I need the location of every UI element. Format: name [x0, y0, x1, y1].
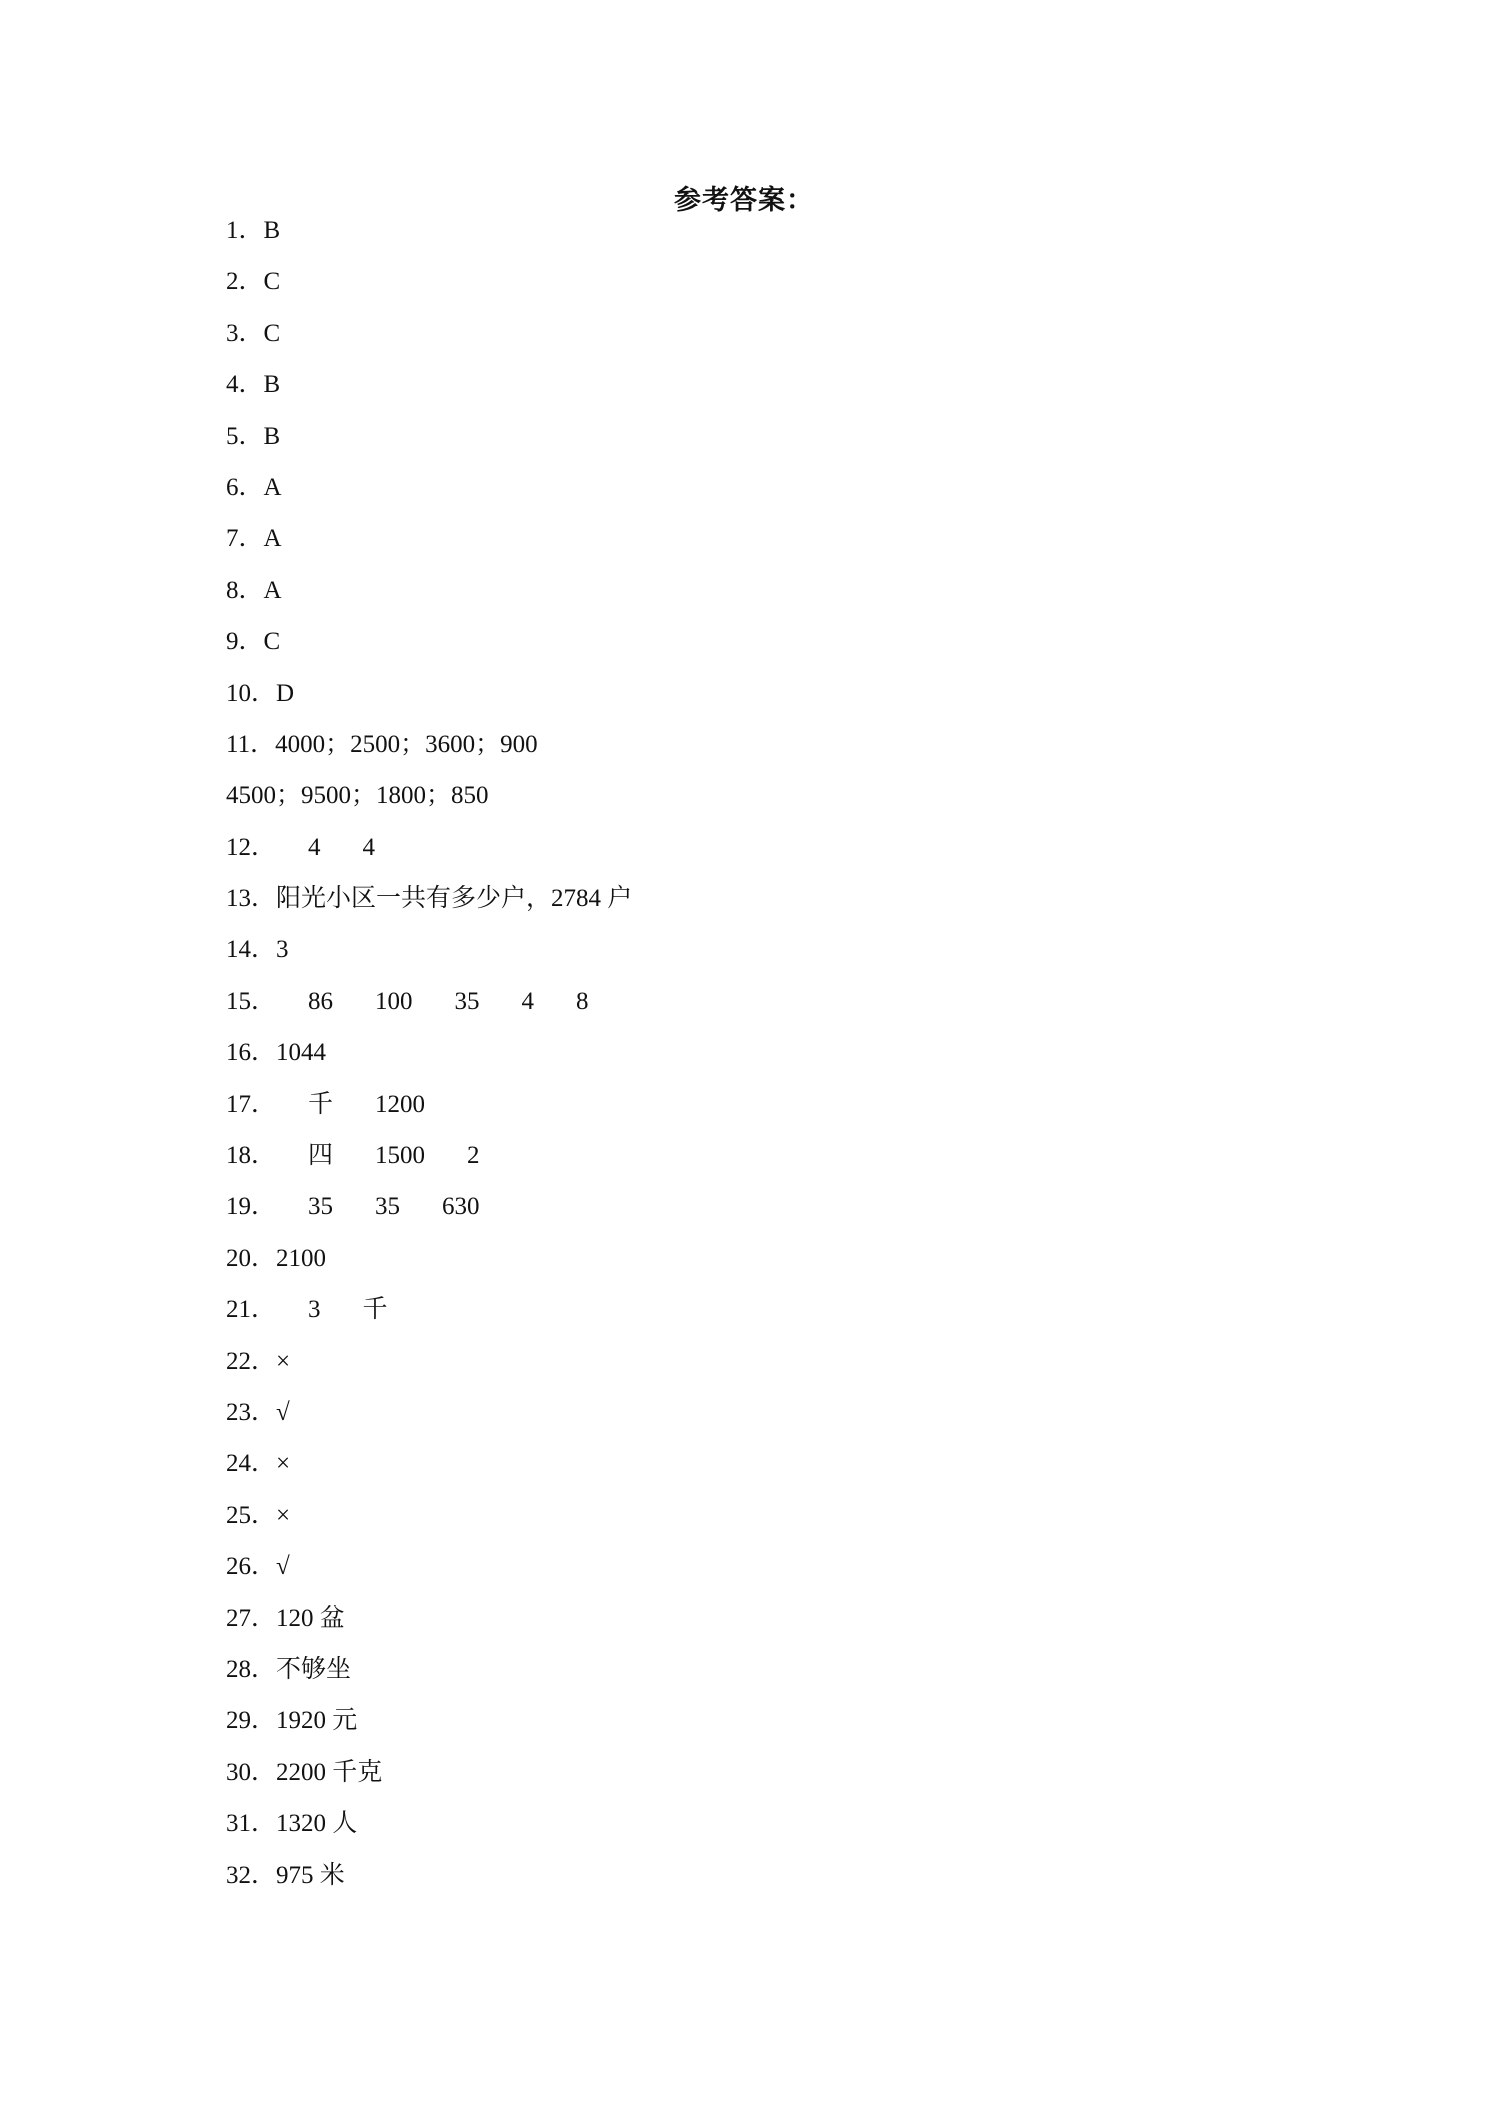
answer-row [226, 732, 1326, 783]
answer-value: 630 [442, 1193, 480, 1221]
answer-row [226, 218, 1326, 269]
answer-value: 35 [375, 1193, 401, 1221]
answer-row [226, 1400, 1326, 1451]
answer-value: C [263, 628, 281, 656]
answer-row [226, 1760, 1326, 1811]
answer-number: 1． [226, 217, 264, 244]
answer-value: 1044 [276, 1039, 327, 1067]
answer-value: 1500 [375, 1142, 426, 1170]
answer-number: 14． [226, 936, 277, 964]
answer-row [226, 1297, 1326, 1348]
answer-row [226, 1246, 1326, 1297]
answer-value: 千 [308, 1090, 334, 1118]
answer-value: √ [276, 1553, 290, 1581]
answer-row [226, 1657, 1326, 1708]
answer-row [226, 1194, 1326, 1245]
answer-number: 19． [226, 1193, 277, 1221]
answer-number: 21． [226, 1296, 277, 1324]
answer-number: 29． [226, 1707, 277, 1735]
answer-row [226, 1451, 1326, 1502]
answer-row [226, 321, 1326, 372]
answer-number: 23． [226, 1398, 277, 1426]
answer-row [226, 989, 1326, 1040]
answer-number: 30． [226, 1758, 277, 1786]
answer-number: 32． [226, 1861, 277, 1889]
answer-number: 10． [226, 679, 277, 707]
answer-row [226, 1863, 1326, 1914]
answer-value: 86 [308, 987, 334, 1015]
answer-row [226, 578, 1326, 629]
answer-number: 12． [226, 833, 277, 861]
answer-row [226, 1143, 1326, 1194]
answer-number: 13． [226, 885, 277, 913]
answer-row [226, 1092, 1326, 1143]
answer-value: × [276, 1347, 291, 1375]
answer-row [226, 783, 1326, 834]
answer-value: 3 [308, 1296, 321, 1324]
answer-number: 17． [226, 1090, 277, 1118]
answer-value: 4 [521, 987, 535, 1015]
answer-number: 28． [226, 1655, 277, 1683]
answer-value: C [263, 319, 281, 347]
answer-number: 18． [226, 1142, 277, 1170]
answer-value: D [276, 679, 295, 707]
answer-number: 27． [226, 1604, 277, 1632]
answer-number: 2． [226, 268, 264, 296]
answer-value: 4000；2500；3600；900 [275, 730, 538, 758]
answer-value: 1920 元 [276, 1707, 358, 1735]
answer-row [226, 1040, 1326, 1091]
answer-row [226, 475, 1326, 526]
answer-row [226, 629, 1326, 680]
answer-row [226, 1811, 1326, 1862]
answer-number: 11． [226, 730, 276, 758]
answer-number: 8． [226, 576, 264, 604]
answer-list [226, 218, 1326, 1914]
answer-row [226, 372, 1326, 423]
answer-value: 2 [467, 1142, 480, 1170]
answer-row [226, 1554, 1326, 1605]
answer-row [226, 937, 1326, 988]
answer-row [226, 886, 1326, 937]
answer-row [226, 1503, 1326, 1554]
answer-value: 4500；9500；1800；850 [226, 782, 489, 810]
answer-value: 1320 人 [276, 1810, 358, 1838]
answer-number: 7． [226, 525, 264, 553]
answer-row [226, 1708, 1326, 1759]
answer-value: × [276, 1450, 291, 1478]
answer-value: √ [276, 1398, 290, 1426]
answer-value: 不够坐 [276, 1655, 352, 1683]
answer-row [226, 424, 1326, 475]
page-title: 参考答案： [674, 185, 814, 215]
answer-number: 4． [226, 371, 264, 399]
answer-row [226, 1606, 1326, 1657]
answer-number: 9． [226, 628, 264, 656]
answer-number: 22． [226, 1347, 277, 1375]
answer-value: 975 米 [276, 1861, 345, 1889]
answer-row [226, 835, 1326, 886]
answer-value: B [263, 371, 281, 399]
answer-value: 千 [362, 1296, 388, 1324]
answer-value: 4 [362, 833, 376, 861]
answer-number: 3． [226, 319, 264, 347]
answer-value: 100 [375, 987, 413, 1015]
answer-value: 四 [308, 1142, 334, 1170]
answer-value: 1200 [375, 1090, 426, 1118]
answer-value: A [263, 473, 282, 501]
answer-number: 20． [226, 1244, 277, 1272]
answer-value: C [263, 268, 281, 296]
answer-value: 2100 [276, 1244, 327, 1272]
answer-number: 5． [226, 422, 264, 450]
answer-value: A [263, 576, 282, 604]
answer-row [226, 681, 1326, 732]
answer-number: 25． [226, 1501, 277, 1529]
answer-value: 阳光小区一共有多少户，2784 户 [276, 885, 633, 913]
answer-value: 4 [308, 833, 321, 861]
answer-number: 26． [226, 1553, 277, 1581]
answer-value: A [263, 525, 282, 553]
answer-number: 24． [226, 1450, 277, 1478]
answer-value: 8 [576, 987, 589, 1015]
answer-row [226, 269, 1326, 320]
answer-value: 35 [454, 987, 480, 1015]
answer-value: 3 [276, 936, 289, 964]
answer-value: B [263, 422, 281, 450]
answer-value: × [276, 1501, 291, 1529]
answer-value: 120 盆 [276, 1604, 345, 1632]
answer-number: 6． [226, 473, 264, 501]
answer-row [226, 1349, 1326, 1400]
answer-number: 15． [226, 987, 277, 1015]
answer-number: 31． [226, 1810, 277, 1838]
answer-row [226, 526, 1326, 577]
answer-value: B [263, 217, 281, 244]
answer-value: 35 [308, 1193, 334, 1221]
answer-number: 16． [226, 1039, 277, 1067]
answer-value: 2200 千克 [276, 1758, 383, 1786]
